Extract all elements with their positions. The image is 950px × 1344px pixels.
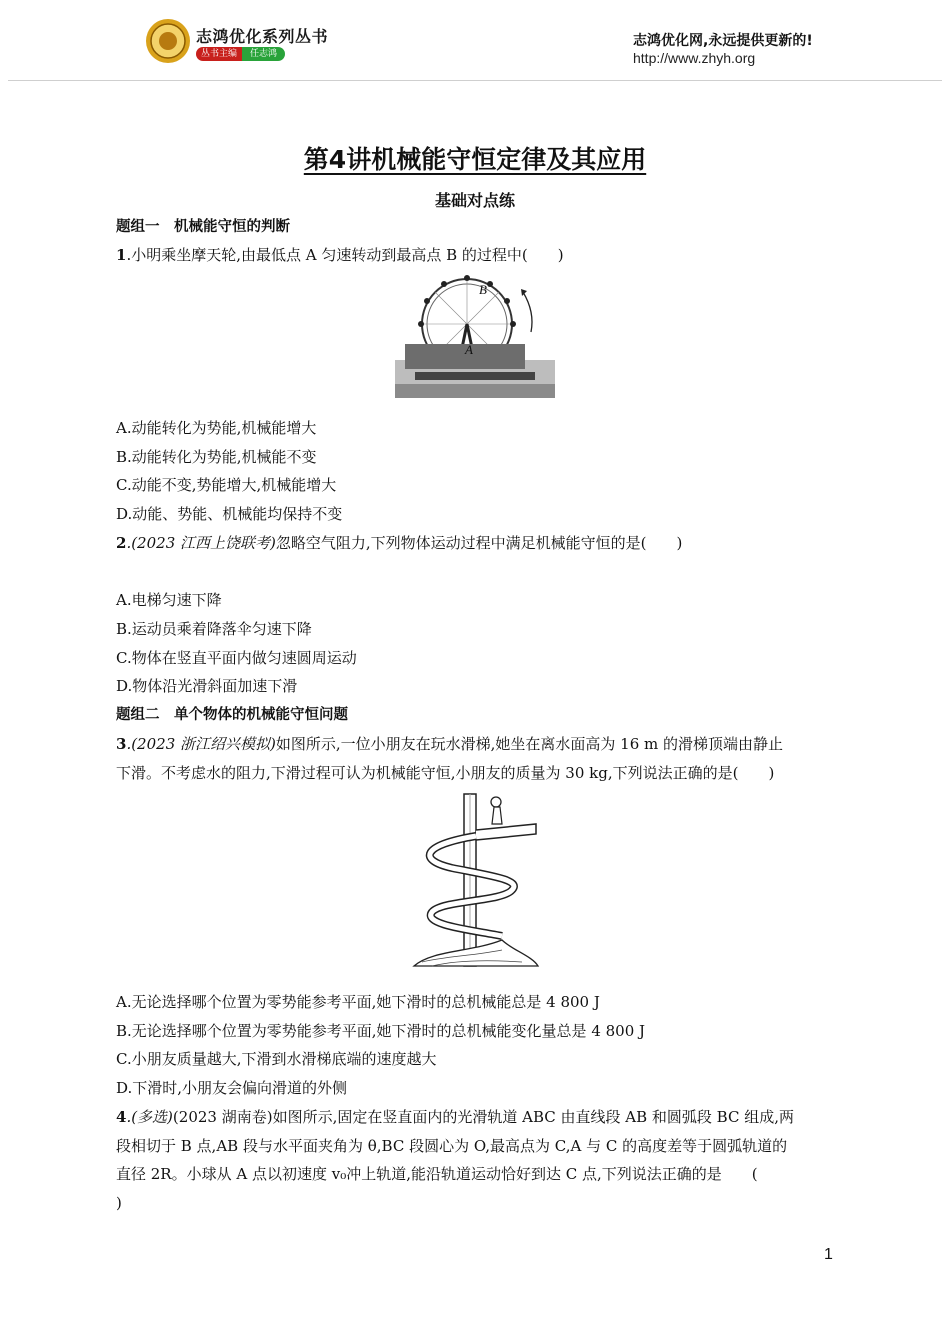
question-3-line-2: 下滑。不考虑水的阻力,下滑过程可认为机械能守恒,小朋友的质量为 30 kg,下列说法正确的是( )	[116, 764, 775, 782]
editor-badge	[196, 47, 285, 61]
question-4-text-1: (2023 湖南卷)如图所示,固定在竖直面内的光滑轨道 ABC 由直线段 AB 和圆弧段 BC 组成,两	[172, 1108, 794, 1126]
q3-option-c: C.小朋友质量越大,下滑到水滑梯底端的速度越大	[116, 1050, 437, 1068]
question-1-text: .小明乘坐摩天轮,由最低点 A 匀速转动到最高点 B 的过程中( )	[126, 246, 564, 264]
group-heading-1: 题组一 机械能守恒的判断	[116, 219, 290, 235]
question-4-source: .(多选)	[126, 1108, 173, 1126]
water-slide-figure	[412, 790, 540, 970]
q1-option-b: B.动能转化为势能,机械能不变	[116, 448, 317, 466]
q2-option-b: B.运动员乘着降落伞匀速下降	[116, 620, 312, 638]
question-1-number: 1	[116, 246, 127, 264]
question-4-line-3: 直径 2R。小球从 A 点以初速度 v₀冲上轨道,能沿轨道运动恰好到达 C 点,下列说法正确的是 (	[116, 1165, 758, 1183]
seal-logo-icon	[145, 18, 191, 64]
group-heading-2: 题组二 单个物体的机械能守恒问题	[116, 707, 348, 723]
question-4-line-2: 段相切于 B 点,AB 段与水平面夹角为 θ,BC 段圆心为 O,最高点为 C,A 与 C 的高度差等于圆弧轨道的	[116, 1137, 788, 1155]
q3-option-b: B.无论选择哪个位置为零势能参考平面,她下滑时的总机械能变化量总是 4 800 J	[116, 1022, 646, 1040]
q3-option-d: D.下滑时,小朋友会偏向滑道的外侧	[116, 1079, 348, 1097]
question-2-number: 2	[116, 534, 127, 552]
question-3-number: 3	[116, 735, 127, 753]
brand-name: 志鸿优化系列丛书	[196, 27, 329, 46]
question-2-text: 忽略空气阻力,下列物体运动过程中满足机械能守恒的是( )	[275, 534, 683, 552]
question-2	[116, 529, 682, 558]
question-4-line-1	[116, 1103, 794, 1132]
section-subtitle: 基础对点练	[434, 191, 515, 210]
point-b-label: B	[479, 282, 487, 297]
site-slogan: 志鸿优化网,永远提供更新的!	[633, 33, 813, 49]
header-divider	[8, 80, 942, 81]
q2-option-d: D.物体沿光滑斜面加速下滑	[116, 677, 298, 695]
page-number: 1	[824, 1246, 833, 1263]
point-a-label: A	[465, 342, 473, 357]
question-3-text-1: 如图所示,一位小朋友在玩水滑梯,她坐在离水面高为 16 m 的滑梯顶端由静止	[275, 735, 784, 753]
site-url[interactable]: http://www.zhyh.org	[633, 50, 756, 66]
question-3-line-1	[116, 730, 783, 759]
q1-option-a: A.动能转化为势能,机械能增大	[116, 419, 317, 437]
question-4-line-4: )	[116, 1194, 122, 1212]
q1-option-c: C.动能不变,势能增大,机械能增大	[116, 476, 337, 494]
q2-option-a: A.电梯匀速下降	[116, 591, 222, 609]
q2-option-c: C.物体在竖直平面内做匀速圆周运动	[116, 649, 357, 667]
question-1	[116, 241, 564, 270]
ferris-wheel-figure	[395, 272, 555, 398]
question-3-source: .(2023 浙江绍兴模拟)	[126, 735, 276, 753]
editor-name: 任志鸿	[242, 47, 285, 61]
q1-option-d: D.动能、势能、机械能均保持不变	[116, 505, 343, 523]
editor-label: 丛书主编	[196, 47, 242, 61]
page-title-text: 第4讲机械能守恒定律及其应用	[303, 145, 647, 174]
question-2-source: .(2023 江西上饶联考)	[126, 534, 276, 552]
question-4-number: 4	[116, 1108, 127, 1126]
q3-option-a: A.无论选择哪个位置为零势能参考平面,她下滑时的总机械能总是 4 800 J	[116, 993, 600, 1011]
page-title	[0, 140, 950, 176]
